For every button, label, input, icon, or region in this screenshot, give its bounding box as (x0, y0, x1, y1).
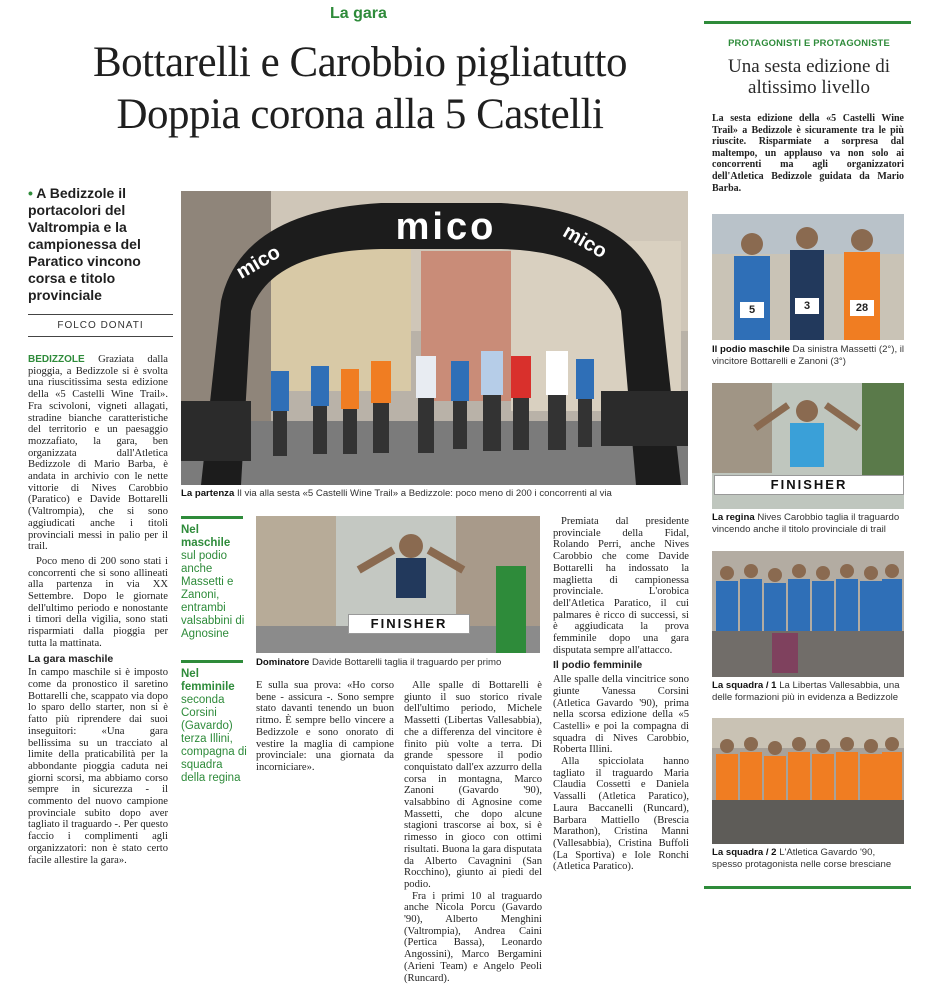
finisher-banner: FINISHER (348, 614, 470, 634)
bullet-icon: • (28, 185, 33, 201)
article-column-3: Alle spalle di Bottarelli è giunto il suo storico rivale dell'ultimo periodo, Michele Massetti (Libertas Vallesabbia), che a differenza del vincitore è finito più volte a terra. Di grande spessore il podio conquistato dall'ex azzurro della corsa in montagna, Marco Zanoni (Gavardo '90), valsabbino di Agnosine come Massetti, che dopo alcune stagioni trascorse ai box, si è rimesso in gioco con ottimi risultati. Buona la gara disputata da Alberto Cavagnini (San Rocchino), giunto ai piedi del podio. Fra i primi 10 al traguardo anche Nicola Porcu (Gavardo '90), Alberto Menghini (Valtrompia), Andrea Caini (Pertica Bassa), Leonardo Angossini), Marco Bergamini (Arieni Team) e Angelo Peoli (Runcard). (404, 680, 542, 984)
right-column-lead: La sesta edizione della «5 Castelli Wine Trail» a Bedizzole è sicuramente tra le più riuscite. Risparmiate a sorpresa dal maltempo, un applauso va non solo ai concorrenti ma agli organizzatori dell'Atletica Bedizzole guidata da Mario Barba. (712, 113, 904, 194)
article-column-4: Premiata dal presidente provinciale della Fidal, Rolando Perri, anche Nives Carobbio che come Davide Bottarelli ha indossato la maglietta di campionessa provinciale. L'orobica dell'Atletica Paratico, il cui palmares è ricco di successi, si è aggiudicata la prova femminile dopo una gara disputata sempre all'attacco. Il podio femminile Alle spalle della vincitrice sono giunte Vanessa Corsini (Atletica Gavardo '90), prima nella scorsa edizione della «5 Castelli» e poi la compagna di squadra di Nives Carobbio, Roberta Illini. Alla spicciolata hanno tagliato il traguardo Maria Claudia Cossetti e Daniela Vassalli (Atletica Paratico), Laura Baccanelli (Runcard), Barbara Mattiello (Brescia Marathon), Cristina Manni (Vallesabbia), Cristina Buffoli (La Sportiva) e Iole Ronchi (Atletica Paratico). (553, 516, 689, 873)
article-column-1: BEDIZZOLE Graziata dalla pioggia, a Bedizzole si è svolta una riuscitissima sesta edizione della «5 Castelli Wine Trail». Fra scivoloni, vigneti allagati, stradine bianche caratteristiche del territorio e un paesaggio mozzafiato, la gara, ben organizzata dall'Atletica Bedizzole di Mario Barba, è andata in archivio con le nette vittorie di Nives Carobbio (Paratico) e Davide Bottarelli (Valtrompia), che si sono aggiudicati anche i titoli provinciali messi in palio per il trail. Poco meno di 200 sono stati i concorrenti che si sono allineati alla partenza in via XX Settembre. Dopo le giornate dell'ultimo periodo e nonostante i timori della vigilia, sono stati risparmiati dalla pioggia per tutta la mattinata. La gara maschile In campo maschile si è imposto come da pronostico il saretino Bottarelli che, scappato via dopo lo sparo dello starter, non si è fatto più riprendere dai suoi inseguitori: «Una gara bellissima su un tracciato al limite della praticabilità per la abbondante pioggia caduta nei giorni scorsi, ma abbiamo corso sempre in sicurezza - il commento del nuovo campione provinciale subito dopo aver tagliato il traguardo -. Per questo faccio i complimenti agli organizzatori: non è stato certo facile allestire la gara». (28, 354, 168, 866)
arch-brand-center: mico (395, 206, 497, 248)
bib-2: 3 (795, 298, 819, 314)
subhead-women: Il podio femminile (553, 659, 643, 672)
byline-rule-top (28, 314, 173, 315)
photo-winner (256, 516, 540, 653)
caption-winner: Dominatore Davide Bottarelli taglia il traguardo per primo (256, 657, 502, 668)
section-tag: La gara (330, 5, 387, 22)
note-men: Nel maschile sul podio anche Massetti e Zanoni, entrambi valsabbini di Agnosine (181, 524, 245, 640)
note-women-rule (181, 660, 243, 663)
dateline: BEDIZZOLE (28, 354, 85, 365)
bib-1: 5 (740, 302, 764, 318)
headline-line-1: Bottarelli e Carobbio pigliatutto (92, 39, 628, 86)
photo-men-podium (712, 214, 904, 340)
finisher-banner-women: FINISHER (714, 475, 904, 495)
right-column-top-rule (704, 21, 911, 24)
caption-race-start: La partenza Il via alla sesta «5 Castelli Wine Trail» a Bedizzole: poco meno di 200 i concorrenti al via (181, 488, 612, 499)
byline-rule-bottom (28, 336, 173, 337)
article-subtitle: • A Bedizzole il portacolori del Valtrompia e la campionessa del Paratico vincono corsa e titolo provinciale (28, 185, 141, 303)
caption-team-2: La squadra / 2 L'Atletica Gavardo '90, spesso protagonista nelle corse bresciane (712, 847, 892, 870)
byline: FOLCO DONATI (57, 320, 144, 331)
right-column-tag: PROTAGONISTI E PROTAGONISTE (728, 37, 890, 48)
caption-team-1: La squadra / 1 La Libertas Vallesabbia, una delle formazioni più in evidenza a Bedizzole (712, 680, 900, 703)
subhead-men: La gara maschile (28, 652, 114, 665)
arch-brand-right: mico (559, 220, 611, 263)
photo-team-1 (712, 551, 904, 677)
caption-women-winner: La regina Nives Carobbio taglia il traguardo vincendo anche il titolo provinciale di trail (712, 512, 900, 535)
right-column-title: Una sesta edizione di altissimo livello (728, 56, 890, 98)
photo-race-start (181, 191, 688, 485)
note-women: Nel femminile seconda Corsini (Gavardo) terza Illini, compagna di squadra della regina (181, 668, 247, 784)
photo-team-2 (712, 718, 904, 844)
photo-women-winner (712, 383, 904, 509)
right-column-bottom-rule (704, 886, 911, 889)
note-men-rule (181, 516, 243, 519)
bib-3: 28 (850, 300, 874, 316)
arch-brand-left: mico (232, 241, 285, 284)
caption-men-podium: Il podio maschile Da sinistra Massetti (2°), il vincitore Bottarelli e Zanoni (3°) (712, 344, 905, 367)
headline-line-2: Doppia corona alla 5 Castelli (116, 91, 604, 138)
article-column-2: E sulla sua prova: «Ho corso bene - assicura -. Sono sempre stato davanti tenendo un buon ritmo. È sempre bello vincere a Bedizzole e sono onorato di vestire la maglia di campione provinciale: una giornata da incorniciare». (256, 680, 394, 773)
